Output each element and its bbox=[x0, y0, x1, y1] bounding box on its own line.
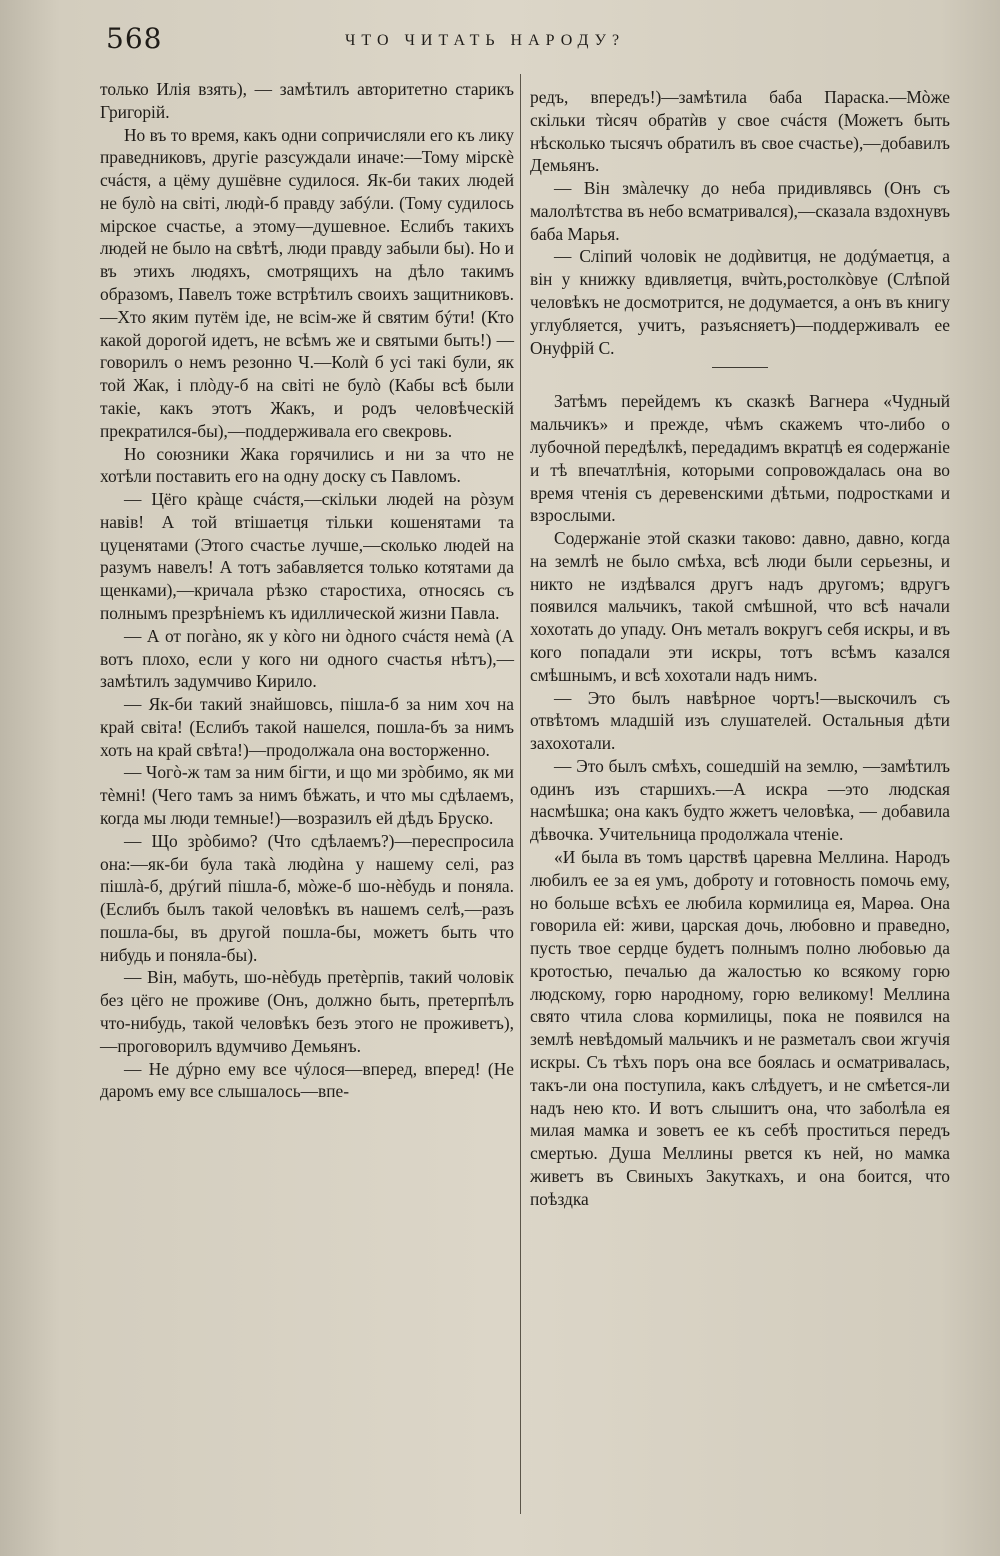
page-header bbox=[0, 18, 1000, 58]
paragraph: — А от погàно, як у кòго ни òдного счáстя немà (А вотъ плохо, если у кого ни одного счастья нѣтъ),—замѣтилъ задумчиво Кирило. bbox=[100, 625, 514, 692]
paragraph: «И была въ томъ царствѣ царевна Меллина. Народъ любилъ ее за ея умъ, доброту и готовность помочь ему, но больше всѣхъ ее любила кормилица ея, Марѳа. Она говорила ей: живи, царская дочь, любовно и праведно, пусть твое сердце будетъ полнымъ полно любовью да кротостью, печалью да жалостью ко всякому горю людскому, горю народному, горю великому! Меллина свято чтила слова кормилицы, пока не появился на землѣ невѣдомый мальчикъ и не разметалъ свои жгучія искры. Съ тѣхъ поръ она все боялась и осматривалась, такъ-ли она поступила, какъ слѣдуетъ, и не смѣется-ли надъ нею кто. И вотъ слышитъ она, что заболѣла ея милая мамка и зоветъ ее къ себѣ проститься передъ смертью. Душа Меллины рвется къ ней, но мамка живетъ въ Свиныхъ Закуткахъ, и она боится, что поѣздка bbox=[530, 847, 950, 1209]
paragraph: Содержаніе этой сказки таково: давно, давно, когда на землѣ не было смѣха, всѣ люди были серьезны, и никто не издѣвался другъ надъ другомъ; вдругъ появился мальчикъ, такой смѣшной, что всѣ начали хохотать до упаду. Онъ металъ вокругъ себя искры, и въ кого попадали эти искры, тотъ всѣмъ казался смѣшнымъ, и всѣ хохотали надъ нимъ. bbox=[530, 528, 950, 685]
paragraph: редъ, впередъ!)—замѣтила баба Параска.—Мòже скільки тѝсяч обратѝв у свое счáстя (Можетъ быть нѣсколько тысячъ обратилъ въ свое счастье),—добавилъ Демьянъ. bbox=[530, 87, 950, 176]
paragraph: только Илія взять), — замѣтилъ авторитетно старикъ Григорій. bbox=[100, 79, 514, 122]
paragraph: Но въ то время, какъ одни сопричисляли его къ лику праведниковъ, другіе разсуждали иначе:—Тому мірскѐ счáстя, а цёму душёвне судилося. Як-би таких людей не булò на світі, людѝ-б правду забýли. (Тому судилось мірское счастье, а этому—душевное. Еслибъ такихъ людей не было на свѣтѣ, люди правду забыли бы). Но и въ этихъ людяхъ, смотрящихъ на дѣло такимъ образомъ, Павелъ тоже встрѣтилъ своихъ защитниковъ.—Хто яким путём іде, не всім-же й святим бýти! (Кто какой дорогой идетъ, не всѣмъ же и святыми быть!) — говорилъ о немъ резонно Ч.—Колѝ б усі такі були, як той Жак, і плòду-б на світі не булò (Кабы всѣ были такіе, какъ этотъ Жакъ, и родъ человѣческій прекратился-бы),—поддерживала его свекровь. bbox=[100, 124, 514, 441]
paragraph: Но союзники Жака горячились и ни за что не хотѣли поставить его на одну доску съ Павломъ. bbox=[100, 443, 514, 487]
paragraph: — Він, мабуть, шо-нèбудь претèрпів, такий чоловік без цёго не проживе (Онъ, должно быть, претерпѣлъ что-нибудь, такой человѣкъ безъ этого не проживетъ),—проговорилъ вдумчиво Демьянъ. bbox=[100, 967, 514, 1056]
paragraph: — Это былъ навѣрное чортъ!—выскочилъ съ отвѣтомъ младшій изъ слушателей. Остальныя дѣти захохотали. bbox=[530, 687, 950, 754]
paragraph: — Він змàлечку до неба придивлявсь (Онъ съ малолѣтства въ небо всматривался),—сказала вздохнувъ баба Марья. bbox=[530, 178, 950, 244]
page-number: 568 bbox=[106, 22, 163, 55]
paragraph: — Цёго крàще счáстя,—скільки людей на рòзум навів! А той втішаетця тільки кошенятами та цуценятами (Этого счастье лучше,—сколько людей на разумъ навелъ! А тотъ забавляется только котятами да щенками),—кричала рѣзко старостиха, относясь съ полнымъ презрѣніемъ къ идиллической жизни Павла. bbox=[100, 489, 514, 623]
running-title: ЧТО ЧИТАТЬ НАРОДУ? bbox=[345, 32, 626, 49]
paragraph: — Сліпий чоловік не додѝвитця, не додýмаетця, а він у книжку вдивляетця, вчѝть,ростолкòвуе (Слѣпой человѣкъ не досмотрится, не додумается, а онъ въ книгу углубляется, учитъ, разъясняетъ)—поддерживалъ ее Онуфрій С. bbox=[530, 246, 950, 358]
paragraph: — Это былъ смѣхъ, сошедшій на землю, —замѣтилъ одинъ изъ старшихъ.—А искра —это людская насмѣшка; она какъ будто жжетъ человѣка, — добавила дѣвочка. Учительница продолжала чтеніе. bbox=[530, 755, 950, 845]
left-column bbox=[100, 78, 514, 1103]
paragraph: — Як-би такий знайшовсь, пішла-б за ним хоч на край світа! (Еслибъ такой нашелся, пошла-бъ за нимъ хоть на край свѣта!)—продолжала она восторженно. bbox=[100, 694, 514, 760]
column-divider bbox=[520, 74, 521, 1514]
paragraph: Затѣмъ перейдемъ къ сказкѣ Вагнера «Чудный мальчикъ» и прежде, чѣмъ скажемъ что-либо о лубочной передѣлкѣ, передадимъ вкратцѣ ея содержаніе и тѣ впечатлѣнія, которыми сопровождалась она во время чтенія съ деревенскими дѣтьми, подростками и взрослыми. bbox=[530, 391, 950, 526]
section-separator bbox=[712, 367, 768, 368]
right-column bbox=[530, 86, 950, 1211]
paragraph: — Чогò-ж там за ним бігти, и що ми зрòбимо, як ми тèмні! (Чего тамъ за нимъ бѣжать, и что мы сдѣлаемъ, когда мы люди темные!)—возразилъ ей дѣдъ Бруско. bbox=[100, 762, 514, 828]
paragraph: — Не дýрно ему все чýлося—вперед, вперед! (Не даромъ ему все слышалось—впе- bbox=[100, 1058, 514, 1102]
paragraph: — Що зрòбимо? (Что сдѣлаемъ?)—переспросила она:—як-би була такà людѝна у нашему селі, раз пішлà-б, дрýгий пішла-б, мòже-б шо-нèбудь и поняла. (Еслибъ былъ такой человѣкъ въ нашемъ селѣ,—разъ пошла-бы, въ другой пошла-бы, можетъ быть что нибудь и поняла-бы). bbox=[100, 830, 514, 965]
